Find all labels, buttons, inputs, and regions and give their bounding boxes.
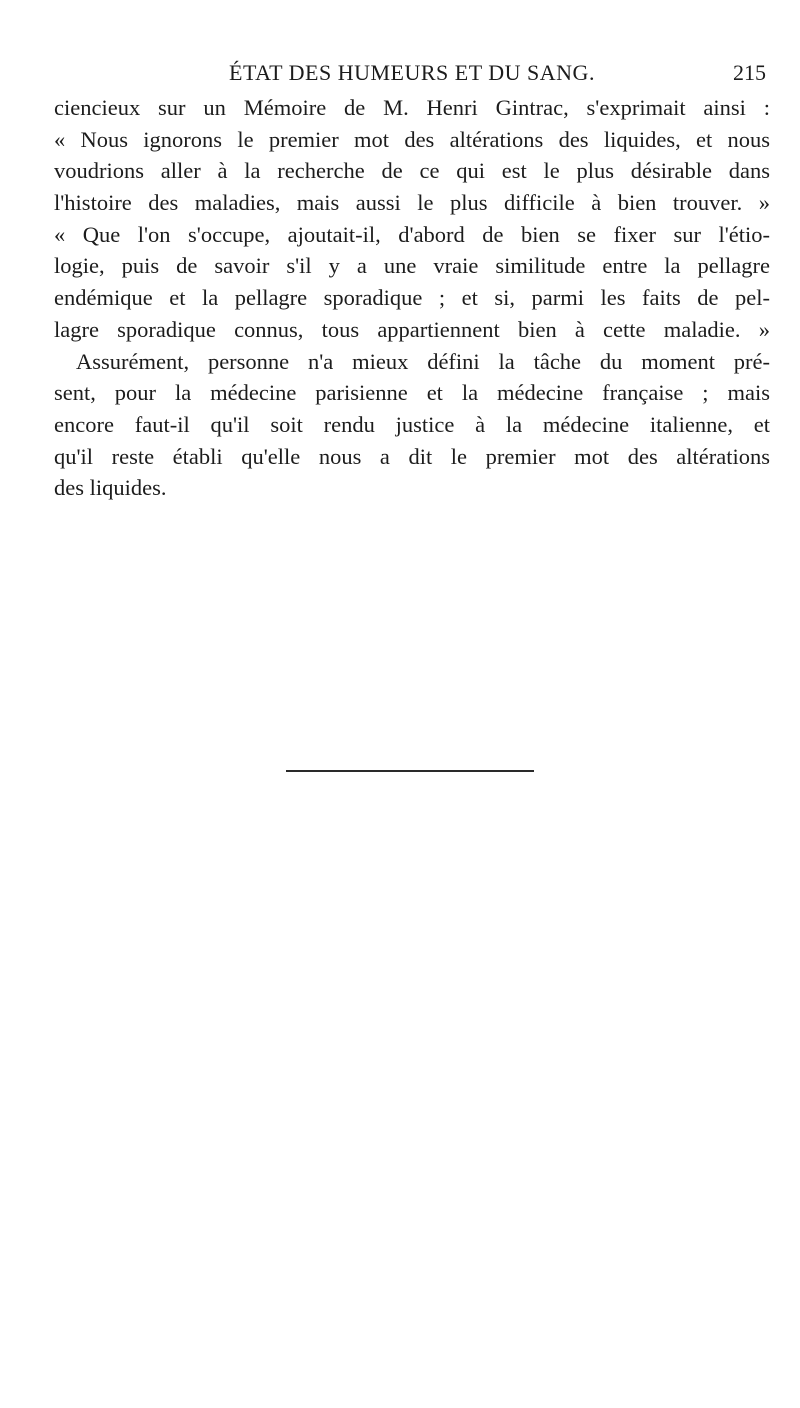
text-line: voudrions aller à la recherche de ce qui est le plus désirable dans [54, 158, 770, 184]
text-line: ciencieux sur un Mémoire de M. Henri Gintrac, s'exprimait ainsi : [54, 95, 770, 120]
text-line: l'histoire des maladies, mais aussi le plus difficile à bien trouver. » [54, 190, 770, 216]
text-line: logie, puis de savoir s'il y a une vraie similitude entre la pellagre [54, 253, 770, 279]
text-line: des liquides. [54, 475, 167, 501]
text-line: « Nous ignorons le premier mot des altérations des liquides, et nous [54, 126, 770, 152]
text-line: encore faut-il qu'il soit rendu justice à la médecine italienne, et [54, 411, 770, 437]
text-line: endémique et la pellagre sporadique ; et si, parmi les faits de pel- [54, 285, 770, 311]
section-rule [286, 770, 534, 772]
text-line: qu'il reste établi qu'elle nous a dit le premier mot des altérations [54, 443, 770, 469]
body-text [54, 92, 770, 504]
running-head [54, 58, 770, 88]
text-line: lagre sporadique connus, tous appartiennent bien à cette maladie. » [54, 316, 770, 342]
running-title: ÉTAT DES HUMEURS ET DU SANG. [229, 60, 595, 85]
page-number: 215 [733, 60, 766, 85]
text-line: Assurément, personne n'a mieux défini la tâche du moment pré- [76, 348, 770, 374]
text-line: « Que l'on s'occupe, ajoutait-il, d'abord de bien se fixer sur l'étio- [54, 221, 770, 247]
text-line: sent, pour la médecine parisienne et la médecine française ; mais [54, 380, 770, 406]
